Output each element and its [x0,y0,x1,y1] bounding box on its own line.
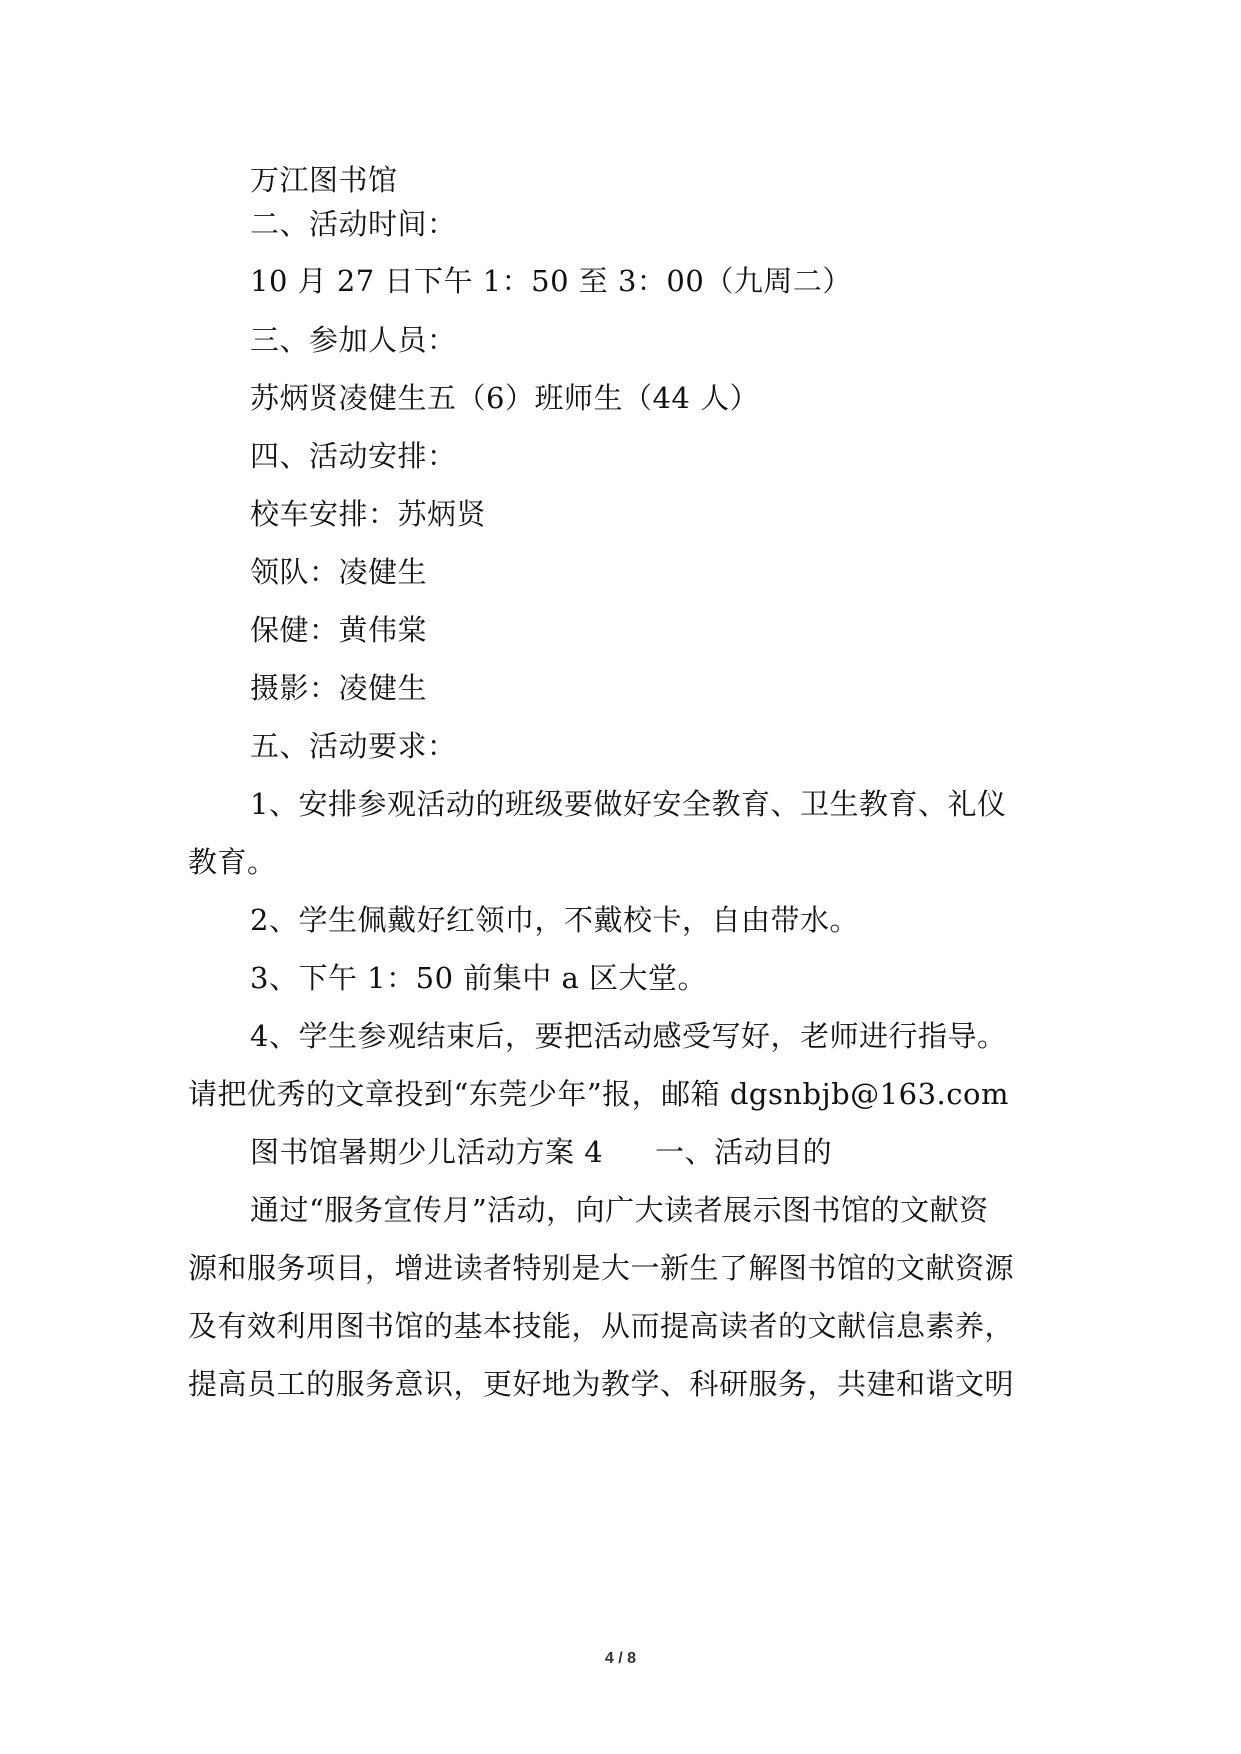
purpose-paragraph-line-1: 通过“服务宣传月”活动，向广大读者展示图书馆的文献资 [250,1193,989,1227]
purpose-paragraph-line-4: 提高员工的服务意识，更好地为教学、科研服务，共建和谐文明 [188,1367,1015,1401]
bus-arrangement-line: 校车安排：苏炳贤 [250,497,487,531]
purpose-paragraph-line-2: 源和服务项目，增进读者特别是大一新生了解图书馆的文献资源 [188,1251,1015,1285]
requirement-4-line: 4、学生参观结束后，要把活动感受写好，老师进行指导。 [250,1019,1007,1053]
plan-title-line [250,1134,832,1170]
requirement-2-line: 2、学生佩戴好红领巾，不戴校卡，自由带水。 [250,903,859,937]
photography-line: 摄影：凌健生 [250,671,428,705]
section-heading-time: 二、活动时间： [250,207,457,241]
plan-title: 图书馆暑期少儿活动方案 4 [250,1135,604,1169]
submission-email-line: 请把优秀的文章投到“东莞少年”报，邮箱 dgsnbjb@163.com [188,1077,1009,1111]
requirement-3-line: 3、下午 1：50 前集中 a 区大堂。 [250,961,707,995]
section-heading-arrangement: 四、活动安排： [250,439,457,473]
purpose-paragraph-line-3: 及有效利用图书馆的基本技能，从而提高读者的文献信息素养， [188,1309,1015,1343]
requirement-1-line: 1、安排参观活动的班级要做好安全教育、卫生教育、礼仪 [250,787,1007,821]
health-care-line: 保健：黄伟棠 [250,613,428,647]
participants-line: 苏炳贤凌健生五（6）班师生（44 人） [250,381,760,415]
activity-time-line: 10 月 27 日下午 1：50 至 3：00（九周二） [250,264,852,298]
page-number: 4 / 8 [604,1650,637,1667]
section-heading-requirements: 五、活动要求： [250,729,457,763]
requirement-1-continuation: 教育。 [188,845,277,879]
section-heading-participants: 三、参加人员： [250,323,457,357]
library-name-line: 万江图书馆 [250,163,398,197]
team-leader-line: 领队：凌健生 [250,555,428,589]
section-heading-purpose: 一、活动目的 [655,1135,833,1169]
